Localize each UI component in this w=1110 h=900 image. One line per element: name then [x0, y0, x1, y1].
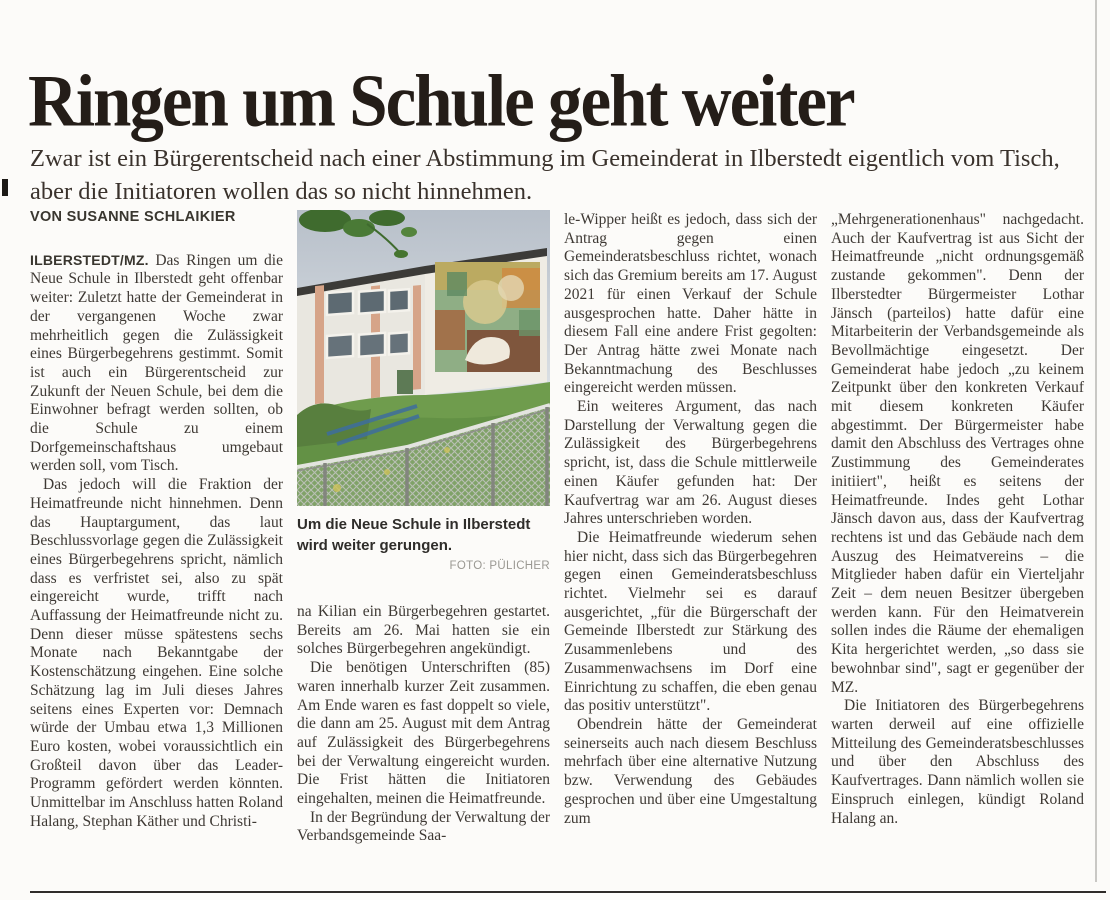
body-paragraph: Das jedoch will die Fraktion der Heimatfreunde nicht hinnehmen. Denn das Hauptargument, das laut Beschlussvorlage gegen die Zulässigkeit eines Bürgerbegehrens spricht, nämlich dass es verfristet sei, also zu spät eingereicht wurde, trifft nach Auffassung der Heimatfreunde nicht zu. Denn dieser müsse spätestens sechs Monate nach Bekanntgabe der Kostenschätzung eingehen. Eine solche Schätzung lag im Juli dieses Jahres seitens eines Experten vor: Demnach würde der Umbau etwa 1,3 Millionen Euro kosten, wobei voraussichtlich ein Großteil davon über das Leader-Programm gefördert werden könnten. Unmittelbar im Anschluss hatten Roland Halang, Stephan Käther und Christi-: [30, 476, 283, 830]
body-paragraph: le-Wipper heißt es jedoch, dass sich der Antrag gegen einen Gemeinderatsbeschluss richtet, wonach sich das Gremium bereits am 17. August 2021 für einen Verkauf der Schule ausgesprochen hatte. Daher hätte in diesem Fall eine andere Frist gegolten: Der Antrag hätte zwei Monate nach Bekanntmachung des Beschlusses eingereicht werden müssen.: [564, 211, 817, 397]
photo-caption-text: Um die Neue Schule in Ilberstedt wird weiter gerungen.: [297, 516, 531, 554]
article-headline: Ringen um Schule geht weiter: [28, 60, 854, 143]
column-3-body: [564, 211, 817, 828]
article-bottom-rule: [30, 891, 1106, 893]
photo-caption: [297, 514, 550, 577]
article-subheadline: Zwar ist ein Bürgerentscheid nach einer Abstimmung im Gemeinderat in Ilberstedt eigentlich vom Tisch, aber die Initiatoren wollen das so nicht hinnehmen.: [30, 144, 1060, 205]
school-photo-illustration: [297, 210, 550, 506]
body-paragraph: Die benötigen Unterschriften (85) waren innerhalb kurzer Zeit zusammen. Am Ende waren es fast doppelt so viele, die dann am 25. August mit dem Antrag auf Zulässigkeit des Bürgerbegehrens bei der Verwaltung eingereicht wurden. Die Frist hätten die Initiatoren eingehalten, meinen die Heimatfreunde.: [297, 659, 550, 808]
column-1-body: [30, 251, 283, 832]
column-2-body: [297, 603, 550, 846]
body-paragraph: In der Begründung der Verwaltung der Verbandsgemeinde Saa-: [297, 808, 550, 845]
body-paragraph: Obendrein hätte der Gemeinderat seinerseits auch nach diesem Beschluss mehrfach über eine alternative Nutzung bzw. Verwendung des Gebäudes gesprochen und über eine Umgestaltung zum: [564, 715, 817, 827]
photo-credit: FOTO: PÜLICHER: [449, 560, 550, 572]
body-paragraph: ILBERSTEDT/MZ. Das Ringen um die Neue Schule in Ilberstedt geht offenbar weiter: Zuletzt hatte der Gemeinderat in der vergangenen Woche zwar mehrheitlich gegen die Zulässigkeit eines Bürgerbegehrens gestimmt. Somit ist auch ein Bürgerentscheid zur Zukunft der Neuen Schule, bei dem die Einwohner befragt werden sollten, ob die Schule zu einem Dorfgemeinschaftshaus umgebaut werden soll, vom Tisch.: [30, 251, 283, 475]
page-edge-mark: [2, 179, 8, 196]
school-photo: [297, 210, 550, 506]
page-column-rule-right: [1095, 0, 1097, 882]
body-paragraph: na Kilian ein Bürgerbegehren gestartet. Bereits am 26. Mai hatten sie ein solches Bürgerbegehren angekündigt.: [297, 603, 550, 658]
body-paragraph: Die Initiatoren des Bürgerbegehrens warten derweil auf eine offizielle Mitteilung des Gemeinderatsbeschlusses und über den Abschluss des Kaufvertrages. Dann nämlich wollen sie Einspruch einlegen, kündigt Roland Halang an.: [831, 697, 1084, 827]
article-column-3: [564, 211, 817, 828]
body-paragraph: Ein weiteres Argument, das nach Darstellung der Verwaltung gegen die Zulässigkeit des Bürgerbegehrens spricht, ist, dass die Schule mittlerweile einen Käufer gefunden hat: Der Kaufvertrag war am 26. August dieses Jahres unterschrieben worden.: [564, 398, 817, 528]
article-column-2: [297, 210, 550, 846]
article-photo-figure: [297, 210, 550, 577]
article-column-1: [30, 205, 283, 832]
dateline-lead-in: ILBERSTEDT/MZ.: [30, 251, 149, 268]
byline: VON SUSANNE SCHLAIKIER: [30, 209, 236, 225]
body-paragraph: „Mehrgenerationenhaus" nachgedacht. Auch der Kaufvertrag ist aus Sicht der Heimatfreunde „nicht ordnungsgemäß zustande gekommen". Denn der Ilberstedter Bürgermeister Lothar Jänsch (parteilos) hatte dafür eine Mitarbeiterin der Verbandsgemeinde als Bevollmächtige eingesetzt. Der Gemeinderat habe jedoch „zu keinem Zeitpunkt über den konkreten Verkauf mit diesem konkreten Käufer abgestimmt. Der Bürgermeister habe damit den Abschluss des Vertrages ohne Zustimmung des Gemeinderates initiiert", heißt es seitens der Heimatfreunde. Indes geht Lothar Jänsch davon aus, dass der Kaufvertrag rechtens ist und das Gebäude nach dem Auszug des Heimatvereins – die Mitglieder haben dafür ein Vierteljahr Zeit – dem neuen Besitzer übergeben werden kann. Für den Heimatverein sollen indes die Räume der ehemaligen Kita hergerichtet werden, „so dass sie bewohnbar sind", sagt er gegenüber der MZ.: [831, 211, 1084, 696]
article-column-4: [831, 211, 1084, 828]
body-paragraph: Die Heimatfreunde wiederum sehen hier nicht, dass sich das Bürgerbegehren gegen einen Gemeinderatsbeschluss richtet. Vielmehr sei es darauf ausgerichtet, „für die Bürgerschaft der Gemeinde Ilberstedt zur Stärkung des Zusammenlebens und des Zusammenwachsens im Dorf eine Einrichtung zu schaffen, die eben genau das positiv unterstützt".: [564, 528, 817, 715]
column-4-body: [831, 211, 1084, 828]
